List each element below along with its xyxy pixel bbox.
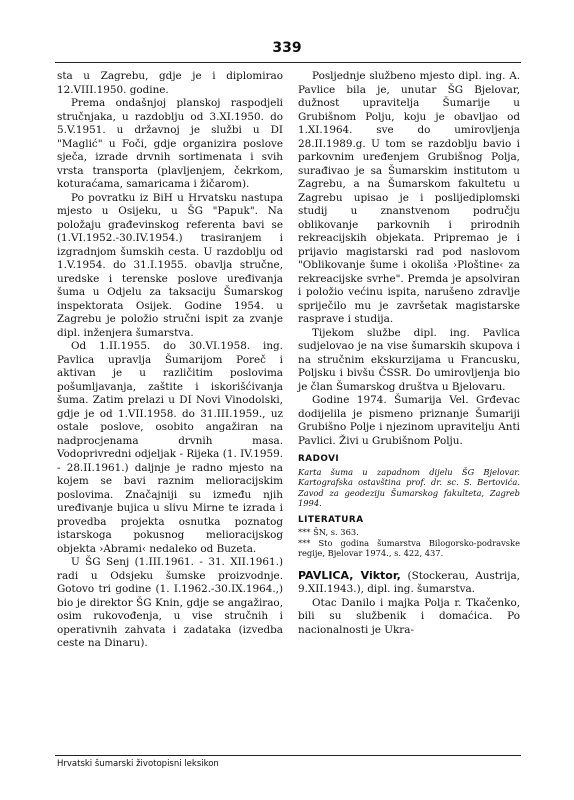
next-entry-paragraph: Otac Danilo i majka Polja r. Tkačenko, bili su službenik i domaćica. Po nacionalnosti je Ukra- xyxy=(298,596,520,636)
next-entry-name: PAVLICA, Viktor, xyxy=(298,568,401,582)
right-column xyxy=(298,70,520,637)
literatura-item-1: *** ŠN, s. 363. xyxy=(298,527,359,537)
bottom-rule xyxy=(55,755,521,756)
left-paragraph-3: Po povratku iz BiH u Hrvatsku nastupa mjesto u Osijeku, u ŠG "Papuk". Na položaju građevinskog referenta bavi se (1.VI.1952.-30.IV.1954.) trasiranjem i izgradnjom šumskih cesta. U razdoblju od 1.V.1954. do 31.I.1955. obavlja stručne, uredske i terenske poslove uređivanja šuma u Odjelu za taksaciju Šumarskog inspektorata Osijek. Godine 1954. u Zagrebu je položio stručni ispit za zvanje dipl. inženjera šumarstva. xyxy=(57,191,283,339)
radovi-item: Karta šuma u zapadnom dijelu ŠG Bjelovar. Kartografska ostavština prof. dr. sc. S. Bertovića. Zavod za geodeziju Šumarskog fakulteta, Zagreb 1994. xyxy=(298,466,520,508)
right-paragraph-2: Tijekom službe dipl. ing. Pavlica sudjelovao je na vise šumarskih skupova i na stručnim ekskurzijama u Francusku, Poljsku i bivšu ČSSR. Do umirovljenja bio je član Šumarskog društva u Bjelovaru. xyxy=(298,326,520,393)
right-paragraph-3: Godine 1974. Šumarija Vel. Grđevac dodijelila je pismeno priznanje Šumariji Grubišno Polje i njezinom upravitelju Anti Pavlici. Živi u Grubišnom Polju. xyxy=(298,394,520,447)
next-entry-header xyxy=(298,569,520,597)
next-entry-details: (Stockerau, Austrija, 9.XII.1943.), dipl. ing. šumarstva. xyxy=(298,569,520,595)
page-number: 339 xyxy=(272,40,302,56)
literatura-item-2: *** Sto godina šumarstva Bilogorsko-podravske regije, Bjelovar 1974., s. 422, 437. xyxy=(298,537,520,558)
left-paragraph-2: Prema ondašnjoj planskoj raspodjeli stručnjaka, u razdoblju od 3.XI.1950. do 5.V.1951. u državnoj je službi u DI "Maglić" u Foči, gdje organizira poslove sječa, izrade drvnih sortimenata i svih vrsta transporta (plavljenjem, čekrkom, koturaćama, samaricama i žičarom). xyxy=(57,97,283,190)
top-rule xyxy=(55,62,521,63)
left-paragraph-4: Od 1.II.1955. do 30.VI.1958. ing. Pavlica upravlja Šumarijom Poreč i aktivan je u različitim poslovima pošumljavanja, zaštite i iskorišćivanja šuma. Zatim prelazi u DI Novi Vinodolski, gdje je od 1.VII.1958. do 31.III.1959., uz ostale poslove, osobito angažiran na nadprocjenama drvnih masa. Vodoprivredni odjeljak - Rijeka (1. IV.1959. - 28.II.1961.) daljnje je radno mjesto na kojem se bavi raznim melioracijskim poslovima. Značajniji su između njih uređivanje bujica u slivu Mirne te izrada i provedba projekta osnutka poznatog istarskoga pokusnog melioracijskog objekta ›Abrami‹ nedaleko od Buzeta. xyxy=(57,340,283,555)
left-paragraph-1: sta u Zagrebu, gdje je i diplomirao 12.VIII.1950. godine. xyxy=(57,70,283,96)
page-footer: Hrvatski šumarski životopisni leksikon xyxy=(57,759,219,769)
left-column xyxy=(57,70,283,651)
literatura-heading: LITERATURA xyxy=(298,514,364,525)
left-paragraph-5: U ŠG Senj (1.III.1961. - 31. XII.1961.) radi u Odsjeku šumske proizvodnje. Gotovo tri godine (1. I.1962.-30.IX.1964.,) bio je direktor ŠG Knin, gdje se angažirao, osim rukovođenja, u vise stručnih i operativnih zahvata i zadataka (izvedba ceste na Dinaru). xyxy=(57,556,283,649)
right-paragraph-1: Posljednje službeno mjesto dipl. ing. A. Pavlice bila je, unutar ŠG Bjelovar, dužnost upravitelja Šumarije u Grubišnom Polju, koju je obavljao od 1.XI.1964. sve do umirovljenja 28.II.1989.g. U tom se razdoblju bavio i parkovnim uređenjem Grubišnog Polja, surađivao je sa Šumarskim institutom u Zagrebu, a na Šumarskom fakultetu u Zagrebu upisao je i poslijediplomski studij u znanstvenom području oblikovanje parkovnih i prirodnih rekreacijskih objekata. Pripremao je i prijavio magistarski rad pod naslovom "Oblikovanje šume i okoliša ›Ploštine‹ za rekreacijske svrhe". Premda je apsolviran i položio većinu ispita, narušeno zdravlje spriječilo mu je završetak magistarske rasprave i studija. xyxy=(298,70,520,325)
radovi-heading: RADOVI xyxy=(298,454,340,464)
